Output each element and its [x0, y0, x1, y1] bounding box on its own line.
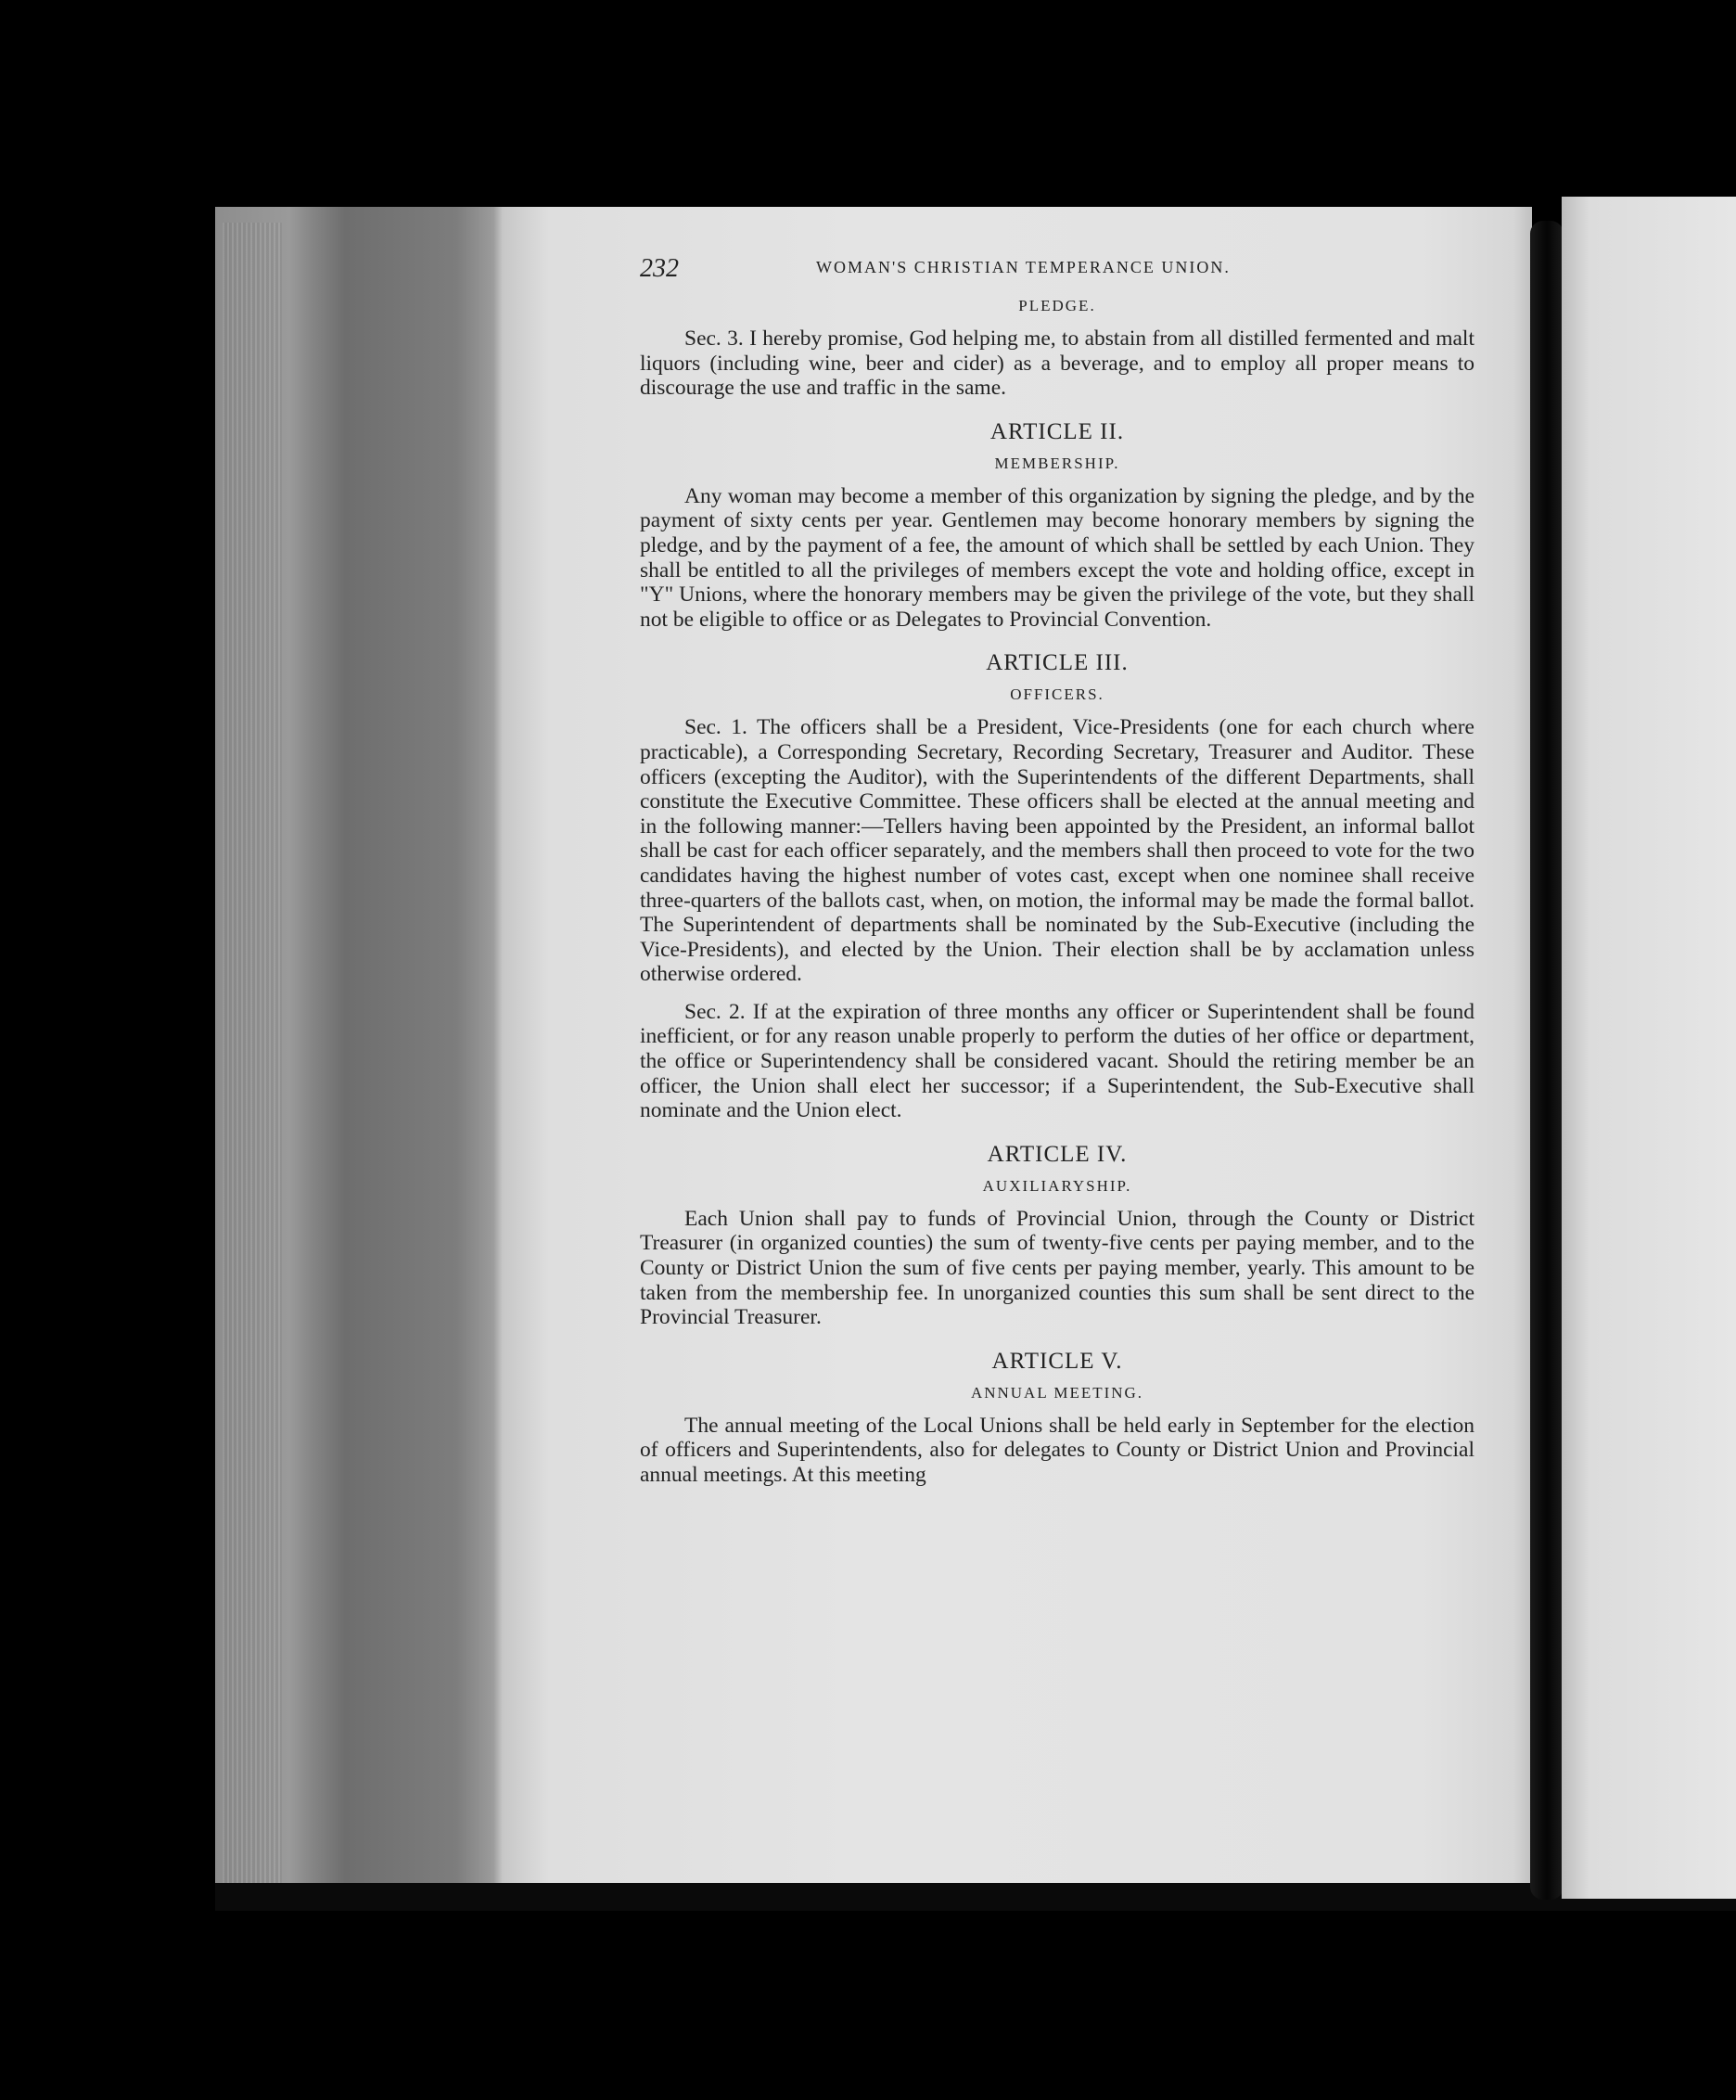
article-2-title: ARTICLE II. — [989, 418, 1125, 444]
right-page-background — [1562, 197, 1736, 1899]
running-head — [640, 250, 1474, 288]
article-5-text: The annual meeting of the Local Unions shall be held early in September for the election of officers and Superintendents, also for delegates to County or District Union and Provincial annual meetings. At this meeting — [640, 1413, 1474, 1487]
page-edges — [223, 223, 282, 1883]
article-4-title: ARTICLE IV. — [987, 1141, 1128, 1167]
article-3-heading: OFFICERS. — [1010, 685, 1104, 704]
pledge-heading: PLEDGE. — [1018, 297, 1096, 314]
article-5-title: ARTICLE V. — [991, 1348, 1123, 1374]
article-3-sec1: Sec. 1. The officers shall be a President, Vice-Presidents (one for each church where practicable), a Corresponding Secretary, Recording Secretary, Treasurer and Auditor. These officers (excepting the Auditor), with the Superintendents of the different Departments, shall constitute the Executive Committee. These officers shall be elected at the annual meeting and in the following manner:—Tellers having been appointed by the President, an informal ballot shall be cast for each officer separately, and the members shall then proceed to vote for the two candidates having the highest number of votes cast, except when one nominee shall receive three-quarters of the ballots cast, when, on motion, the informal may be made the formal ballot. The Superintendent of departments shall be nominated by the Sub-Executive (including the Vice-Presidents), and elected by the Union. Their election shall be by acclamation unless otherwise ordered. — [640, 715, 1474, 987]
left-page — [640, 250, 1474, 1501]
article-3-title: ARTICLE III. — [986, 650, 1129, 676]
page-number: 232 — [640, 254, 679, 283]
running-title: WOMAN'S CHRISTIAN TEMPERANCE UNION. — [816, 258, 1231, 276]
article-4-text: Each Union shall pay to funds of Provincial Union, through the County or District Treasurer (in organized counties) the sum of twenty-five cents per paying member, and to the County or District Union the sum of five cents per paying member, yearly. This amount to be taken from the membership fee. In unorganized counties this sum shall be sent direct to the Provincial Treasurer. — [640, 1206, 1474, 1330]
article-3-sec2: Sec. 2. If at the expiration of three months any officer or Superintendent shall be found inefficient, or for any reason unable properly to perform the duties of her office or department, the office or Superintendency shall be considered vacant. Should the retiring member be an officer, the Union shall elect her successor; if a Superintendent, the Sub-Executive shall nominate and the Union elect. — [640, 999, 1474, 1123]
article-4-heading: AUXILIARYSHIP. — [982, 1176, 1132, 1195]
book-shadow — [215, 1883, 1736, 1911]
article-5-heading: ANNUAL MEETING. — [970, 1383, 1144, 1402]
pledge-sec3: Sec. 3. I hereby promise, God helping me, to abstain from all distilled fermented and malt liquors (including wine, beer and cider) as a beverage, and to employ all proper means to discourage the use and traffic in the same. — [640, 327, 1474, 401]
book-gutter — [1530, 221, 1564, 1900]
article-2-text: Any woman may become a member of this organization by signing the pledge, and by the payment of sixty cents per year. Gentlemen may become honorary members by signing the pledge, and by the payment of a fee, the amount of which shall be settled by each Union. They shall be entitled to all the privileges of members except the vote and holding office, except in "Y" Unions, where the honorary members may be given the privilege of the vote, but they shall not be eligible to office or as Delegates to Provincial Convention. — [640, 483, 1474, 632]
article-2-heading: MEMBERSHIP. — [994, 454, 1120, 472]
